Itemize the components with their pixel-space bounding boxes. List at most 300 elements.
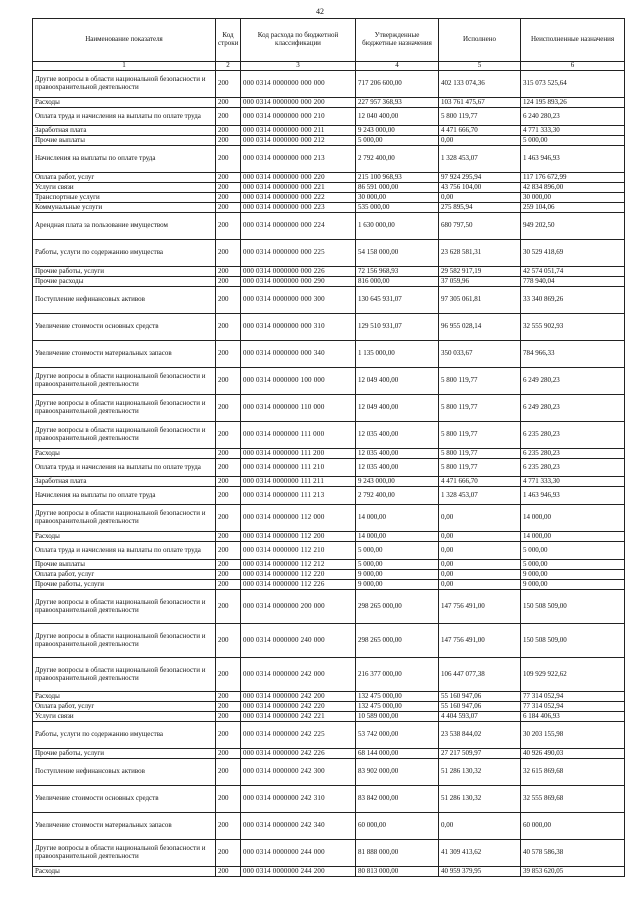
table-row (33, 240, 625, 267)
executed-amount: 402 133 074,36 (439, 71, 521, 98)
table-row (33, 213, 625, 240)
expense-code: 000 0314 0000000 112 200 (241, 532, 356, 542)
indicator-name: Другие вопросы в области национальной безопасности и правоохранительной деятельности (33, 71, 216, 98)
table-row (33, 136, 625, 146)
indicator-name: Другие вопросы в области национальной безопасности и правоохранительной деятельности (33, 505, 216, 532)
indicator-name: Заработная плата (33, 477, 216, 487)
approved-amount: 86 591 000,00 (356, 183, 439, 193)
expense-code: 000 0314 0000000 112 000 (241, 505, 356, 532)
expense-code: 000 0314 0000000 112 212 (241, 560, 356, 570)
table-row (33, 193, 625, 203)
approved-amount: 298 265 000,00 (356, 590, 439, 624)
table-row (33, 267, 625, 277)
unexecuted-amount: 42 834 896,00 (521, 183, 625, 193)
budget-execution-table (32, 18, 625, 877)
table-row (33, 71, 625, 98)
executed-amount: 147 756 491,00 (439, 590, 521, 624)
expense-code: 000 0314 0000000 111 200 (241, 449, 356, 459)
approved-amount: 5 000,00 (356, 560, 439, 570)
line-code: 200 (216, 487, 241, 505)
table-row (33, 505, 625, 532)
unexecuted-amount: 14 000,00 (521, 505, 625, 532)
header-row (33, 19, 625, 62)
table-row (33, 532, 625, 542)
line-code: 200 (216, 532, 241, 542)
executed-amount: 0,00 (439, 560, 521, 570)
approved-amount: 535 000,00 (356, 203, 439, 213)
executed-amount: 4 471 666,70 (439, 126, 521, 136)
expense-code: 000 0314 0000000 000 300 (241, 287, 356, 314)
line-code: 200 (216, 287, 241, 314)
indicator-name: Заработная плата (33, 126, 216, 136)
line-code: 200 (216, 108, 241, 126)
expense-code: 000 0314 0000000 112 220 (241, 570, 356, 580)
unexecuted-amount: 124 195 893,26 (521, 98, 625, 108)
line-code: 200 (216, 658, 241, 692)
header-name: Наименование показателя (33, 19, 216, 62)
executed-amount: 5 800 119,77 (439, 449, 521, 459)
unexecuted-amount: 9 000,00 (521, 580, 625, 590)
column-number: 5 (439, 62, 521, 71)
executed-amount: 37 059,96 (439, 277, 521, 287)
line-code: 200 (216, 314, 241, 341)
approved-amount: 227 957 368,93 (356, 98, 439, 108)
unexecuted-amount: 6 249 280,23 (521, 368, 625, 395)
unexecuted-amount: 5 000,00 (521, 560, 625, 570)
line-code: 200 (216, 146, 241, 173)
line-code: 200 (216, 126, 241, 136)
table-row (33, 570, 625, 580)
indicator-name: Прочие работы, услуги (33, 580, 216, 590)
unexecuted-amount: 784 966,33 (521, 341, 625, 368)
executed-amount: 51 286 130,32 (439, 759, 521, 786)
executed-amount: 55 160 947,06 (439, 702, 521, 712)
expense-code: 000 0314 0000000 111 213 (241, 487, 356, 505)
indicator-name: Увеличение стоимости материальных запасов (33, 813, 216, 840)
unexecuted-amount: 30 529 418,69 (521, 240, 625, 267)
line-code: 200 (216, 786, 241, 813)
expense-code: 000 0314 0000000 000 211 (241, 126, 356, 136)
line-code: 200 (216, 203, 241, 213)
line-code: 200 (216, 136, 241, 146)
indicator-name: Расходы (33, 449, 216, 459)
approved-amount: 12 049 400,00 (356, 395, 439, 422)
unexecuted-amount: 1 463 946,93 (521, 487, 625, 505)
expense-code: 000 0314 0000000 111 211 (241, 477, 356, 487)
line-code: 200 (216, 505, 241, 532)
unexecuted-amount: 6 235 280,23 (521, 459, 625, 477)
approved-amount: 2 792 400,00 (356, 487, 439, 505)
unexecuted-amount: 315 073 525,64 (521, 71, 625, 98)
executed-amount: 97 924 295,94 (439, 173, 521, 183)
table-row (33, 624, 625, 658)
approved-amount: 9 243 000,00 (356, 126, 439, 136)
expense-code: 000 0314 0000000 000 210 (241, 108, 356, 126)
approved-amount: 60 000,00 (356, 813, 439, 840)
expense-code: 000 0314 0000000 000 290 (241, 277, 356, 287)
line-code: 200 (216, 759, 241, 786)
table-row (33, 203, 625, 213)
approved-amount: 80 813 000,00 (356, 867, 439, 877)
approved-amount: 54 158 000,00 (356, 240, 439, 267)
unexecuted-amount: 32 615 869,68 (521, 759, 625, 786)
expense-code: 000 0314 0000000 242 000 (241, 658, 356, 692)
line-code: 200 (216, 722, 241, 749)
indicator-name: Арендная плата за пользование имуществом (33, 213, 216, 240)
table-row (33, 867, 625, 877)
executed-amount: 23 628 581,31 (439, 240, 521, 267)
unexecuted-amount: 6 235 280,23 (521, 422, 625, 449)
executed-amount: 680 797,50 (439, 213, 521, 240)
expense-code: 000 0314 0000000 000 224 (241, 213, 356, 240)
table-body (33, 71, 625, 877)
line-code: 200 (216, 422, 241, 449)
expense-code: 000 0314 0000000 242 221 (241, 712, 356, 722)
indicator-name: Услуги связи (33, 183, 216, 193)
expense-code: 000 0314 0000000 000 225 (241, 240, 356, 267)
expense-code: 000 0314 0000000 000 222 (241, 193, 356, 203)
unexecuted-amount: 117 176 672,99 (521, 173, 625, 183)
table-row (33, 580, 625, 590)
indicator-name: Работы, услуги по содержанию имущества (33, 240, 216, 267)
unexecuted-amount: 30 000,00 (521, 193, 625, 203)
executed-amount: 41 309 413,62 (439, 840, 521, 867)
line-code: 200 (216, 749, 241, 759)
line-code: 200 (216, 213, 241, 240)
table-row (33, 98, 625, 108)
table-row (33, 722, 625, 749)
indicator-name: Работы, услуги по содержанию имущества (33, 722, 216, 749)
line-code: 200 (216, 71, 241, 98)
approved-amount: 53 742 000,00 (356, 722, 439, 749)
unexecuted-amount: 77 314 052,94 (521, 702, 625, 712)
line-code: 200 (216, 702, 241, 712)
unexecuted-amount: 39 853 620,05 (521, 867, 625, 877)
unexecuted-amount: 150 508 509,00 (521, 590, 625, 624)
executed-amount: 106 447 077,38 (439, 658, 521, 692)
executed-amount: 27 217 509,97 (439, 749, 521, 759)
line-code: 200 (216, 542, 241, 560)
indicator-name: Оплата труда и начисления на выплаты по оплате труда (33, 459, 216, 477)
executed-amount: 5 800 119,77 (439, 395, 521, 422)
executed-amount: 0,00 (439, 532, 521, 542)
executed-amount: 103 761 475,67 (439, 98, 521, 108)
expense-code: 000 0314 0000000 100 000 (241, 368, 356, 395)
executed-amount: 96 955 028,14 (439, 314, 521, 341)
unexecuted-amount: 1 463 946,93 (521, 146, 625, 173)
line-code: 200 (216, 560, 241, 570)
executed-amount: 29 582 917,19 (439, 267, 521, 277)
table-row (33, 560, 625, 570)
unexecuted-amount: 5 000,00 (521, 542, 625, 560)
approved-amount: 2 792 400,00 (356, 146, 439, 173)
header-unexecuted: Неисполненные назначения (521, 19, 625, 62)
approved-amount: 81 888 000,00 (356, 840, 439, 867)
approved-amount: 9 000,00 (356, 570, 439, 580)
table-row (33, 786, 625, 813)
executed-amount: 4 404 593,07 (439, 712, 521, 722)
table-row (33, 459, 625, 477)
line-code: 200 (216, 341, 241, 368)
expense-code: 000 0314 0000000 242 310 (241, 786, 356, 813)
column-number: 4 (356, 62, 439, 71)
indicator-name: Начисления на выплаты по оплате труда (33, 487, 216, 505)
table-row (33, 146, 625, 173)
executed-amount: 275 895,94 (439, 203, 521, 213)
line-code: 200 (216, 183, 241, 193)
column-number: 1 (33, 62, 216, 71)
unexecuted-amount: 32 555 902,93 (521, 314, 625, 341)
table-row (33, 813, 625, 840)
executed-amount: 5 800 119,77 (439, 108, 521, 126)
indicator-name: Другие вопросы в области национальной безопасности и правоохранительной деятельности (33, 658, 216, 692)
unexecuted-amount: 259 104,06 (521, 203, 625, 213)
indicator-name: Другие вопросы в области национальной безопасности и правоохранительной деятельности (33, 395, 216, 422)
indicator-name: Услуги связи (33, 712, 216, 722)
line-code: 200 (216, 840, 241, 867)
unexecuted-amount: 77 314 052,94 (521, 692, 625, 702)
unexecuted-amount: 949 202,50 (521, 213, 625, 240)
approved-amount: 132 475 000,00 (356, 692, 439, 702)
executed-amount: 5 800 119,77 (439, 368, 521, 395)
approved-amount: 1 630 000,00 (356, 213, 439, 240)
table-row (33, 287, 625, 314)
indicator-name: Оплата работ, услуг (33, 702, 216, 712)
unexecuted-amount: 40 926 490,03 (521, 749, 625, 759)
unexecuted-amount: 9 000,00 (521, 570, 625, 580)
approved-amount: 12 040 400,00 (356, 108, 439, 126)
approved-amount: 130 645 931,07 (356, 287, 439, 314)
approved-amount: 298 265 000,00 (356, 624, 439, 658)
expense-code: 000 0314 0000000 000 200 (241, 98, 356, 108)
indicator-name: Увеличение стоимости материальных запасов (33, 341, 216, 368)
executed-amount: 0,00 (439, 136, 521, 146)
executed-amount: 0,00 (439, 580, 521, 590)
executed-amount: 43 756 104,00 (439, 183, 521, 193)
expense-code: 000 0314 0000000 112 210 (241, 542, 356, 560)
expense-code: 000 0314 0000000 000 000 (241, 71, 356, 98)
executed-amount: 40 959 379,95 (439, 867, 521, 877)
indicator-name: Расходы (33, 532, 216, 542)
table-row (33, 487, 625, 505)
unexecuted-amount: 6 184 406,93 (521, 712, 625, 722)
indicator-name: Прочие выплаты (33, 560, 216, 570)
line-code: 200 (216, 477, 241, 487)
header-expense-code: Код расхода по бюджетной классификации (241, 19, 356, 62)
approved-amount: 5 000,00 (356, 542, 439, 560)
table-row (33, 692, 625, 702)
table-row (33, 590, 625, 624)
table-row (33, 712, 625, 722)
table-row (33, 108, 625, 126)
approved-amount: 717 206 600,00 (356, 71, 439, 98)
unexecuted-amount: 14 000,00 (521, 532, 625, 542)
line-code: 200 (216, 867, 241, 877)
column-number: 6 (521, 62, 625, 71)
line-code: 200 (216, 98, 241, 108)
executed-amount: 4 471 666,70 (439, 477, 521, 487)
expense-code: 000 0314 0000000 110 000 (241, 395, 356, 422)
line-code: 200 (216, 813, 241, 840)
approved-amount: 816 000,00 (356, 277, 439, 287)
expense-code: 000 0314 0000000 240 000 (241, 624, 356, 658)
executed-amount: 1 328 453,07 (439, 487, 521, 505)
approved-amount: 83 902 000,00 (356, 759, 439, 786)
expense-code: 000 0314 0000000 000 340 (241, 341, 356, 368)
executed-amount: 1 328 453,07 (439, 146, 521, 173)
indicator-name: Расходы (33, 692, 216, 702)
column-number-row (33, 62, 625, 71)
unexecuted-amount: 33 340 869,26 (521, 287, 625, 314)
approved-amount: 132 475 000,00 (356, 702, 439, 712)
column-number: 2 (216, 62, 241, 71)
approved-amount: 215 100 968,93 (356, 173, 439, 183)
approved-amount: 14 000,00 (356, 532, 439, 542)
unexecuted-amount: 109 929 922,62 (521, 658, 625, 692)
indicator-name: Другие вопросы в области национальной безопасности и правоохранительной деятельности (33, 422, 216, 449)
table-row (33, 395, 625, 422)
header-line-code: Код строки (216, 19, 241, 62)
header-executed: Исполнено (439, 19, 521, 62)
table-row (33, 840, 625, 867)
line-code: 200 (216, 570, 241, 580)
unexecuted-amount: 4 771 333,30 (521, 126, 625, 136)
executed-amount: 55 160 947,06 (439, 692, 521, 702)
line-code: 200 (216, 368, 241, 395)
expense-code: 000 0314 0000000 000 212 (241, 136, 356, 146)
expense-code: 000 0314 0000000 000 220 (241, 173, 356, 183)
line-code: 200 (216, 395, 241, 422)
expense-code: 000 0314 0000000 111 210 (241, 459, 356, 477)
expense-code: 000 0314 0000000 000 310 (241, 314, 356, 341)
expense-code: 000 0314 0000000 242 340 (241, 813, 356, 840)
unexecuted-amount: 6 240 280,23 (521, 108, 625, 126)
table-row (33, 368, 625, 395)
header-approved: Утвержденные бюджетные назначения (356, 19, 439, 62)
executed-amount: 97 305 061,81 (439, 287, 521, 314)
table-row (33, 341, 625, 368)
expense-code: 000 0314 0000000 242 226 (241, 749, 356, 759)
indicator-name: Прочие работы, услуги (33, 749, 216, 759)
indicator-name: Увеличение стоимости основных средств (33, 786, 216, 813)
unexecuted-amount: 30 203 155,98 (521, 722, 625, 749)
table-row (33, 658, 625, 692)
expense-code: 000 0314 0000000 242 200 (241, 692, 356, 702)
unexecuted-amount: 778 940,04 (521, 277, 625, 287)
indicator-name: Расходы (33, 98, 216, 108)
indicator-name: Транспортные услуги (33, 193, 216, 203)
expense-code: 000 0314 0000000 242 225 (241, 722, 356, 749)
indicator-name: Увеличение стоимости основных средств (33, 314, 216, 341)
table-row (33, 173, 625, 183)
line-code: 200 (216, 240, 241, 267)
table-row (33, 314, 625, 341)
approved-amount: 12 035 400,00 (356, 459, 439, 477)
table-row (33, 759, 625, 786)
indicator-name: Поступление нефинансовых активов (33, 287, 216, 314)
table-row (33, 702, 625, 712)
approved-amount: 9 243 000,00 (356, 477, 439, 487)
line-code: 200 (216, 580, 241, 590)
table-row (33, 277, 625, 287)
expense-code: 000 0314 0000000 112 226 (241, 580, 356, 590)
table-row (33, 477, 625, 487)
indicator-name: Оплата труда и начисления на выплаты по оплате труда (33, 542, 216, 560)
indicator-name: Другие вопросы в области национальной безопасности и правоохранительной деятельности (33, 590, 216, 624)
unexecuted-amount: 40 578 586,38 (521, 840, 625, 867)
approved-amount: 72 156 968,93 (356, 267, 439, 277)
expense-code: 000 0314 0000000 242 300 (241, 759, 356, 786)
table-row (33, 422, 625, 449)
approved-amount: 83 842 000,00 (356, 786, 439, 813)
line-code: 200 (216, 449, 241, 459)
expense-code: 000 0314 0000000 000 221 (241, 183, 356, 193)
line-code: 200 (216, 267, 241, 277)
approved-amount: 9 000,00 (356, 580, 439, 590)
indicator-name: Поступление нефинансовых активов (33, 759, 216, 786)
line-code: 200 (216, 692, 241, 702)
line-code: 200 (216, 173, 241, 183)
column-number: 3 (241, 62, 356, 71)
line-code: 200 (216, 590, 241, 624)
page-number: 42 (316, 7, 324, 16)
unexecuted-amount: 5 000,00 (521, 136, 625, 146)
indicator-name: Другие вопросы в области национальной безопасности и правоохранительной деятельности (33, 368, 216, 395)
indicator-name: Оплата работ, услуг (33, 570, 216, 580)
line-code: 200 (216, 624, 241, 658)
indicator-name: Оплата работ, услуг (33, 173, 216, 183)
table-row (33, 449, 625, 459)
indicator-name: Расходы (33, 867, 216, 877)
indicator-name: Прочие расходы (33, 277, 216, 287)
unexecuted-amount: 60 000,00 (521, 813, 625, 840)
line-code: 200 (216, 193, 241, 203)
executed-amount: 0,00 (439, 193, 521, 203)
expense-code: 000 0314 0000000 000 223 (241, 203, 356, 213)
table-row (33, 749, 625, 759)
unexecuted-amount: 6 235 280,23 (521, 449, 625, 459)
expense-code: 000 0314 0000000 111 000 (241, 422, 356, 449)
line-code: 200 (216, 712, 241, 722)
executed-amount: 0,00 (439, 570, 521, 580)
unexecuted-amount: 6 249 280,23 (521, 395, 625, 422)
expense-code: 000 0314 0000000 000 226 (241, 267, 356, 277)
indicator-name: Оплата труда и начисления на выплаты по оплате труда (33, 108, 216, 126)
executed-amount: 147 756 491,00 (439, 624, 521, 658)
table-row (33, 126, 625, 136)
approved-amount: 30 000,00 (356, 193, 439, 203)
indicator-name: Коммунальные услуги (33, 203, 216, 213)
expense-code: 000 0314 0000000 244 000 (241, 840, 356, 867)
table-row (33, 542, 625, 560)
expense-code: 000 0314 0000000 244 200 (241, 867, 356, 877)
approved-amount: 12 035 400,00 (356, 422, 439, 449)
approved-amount: 1 135 000,00 (356, 341, 439, 368)
approved-amount: 12 035 400,00 (356, 449, 439, 459)
executed-amount: 350 033,67 (439, 341, 521, 368)
approved-amount: 10 589 000,00 (356, 712, 439, 722)
unexecuted-amount: 42 574 051,74 (521, 267, 625, 277)
approved-amount: 12 049 400,00 (356, 368, 439, 395)
table-row (33, 183, 625, 193)
unexecuted-amount: 32 555 869,68 (521, 786, 625, 813)
executed-amount: 0,00 (439, 505, 521, 532)
approved-amount: 5 000,00 (356, 136, 439, 146)
indicator-name: Начисления на выплаты по оплате труда (33, 146, 216, 173)
indicator-name: Прочие выплаты (33, 136, 216, 146)
approved-amount: 129 510 931,07 (356, 314, 439, 341)
executed-amount: 5 800 119,77 (439, 422, 521, 449)
